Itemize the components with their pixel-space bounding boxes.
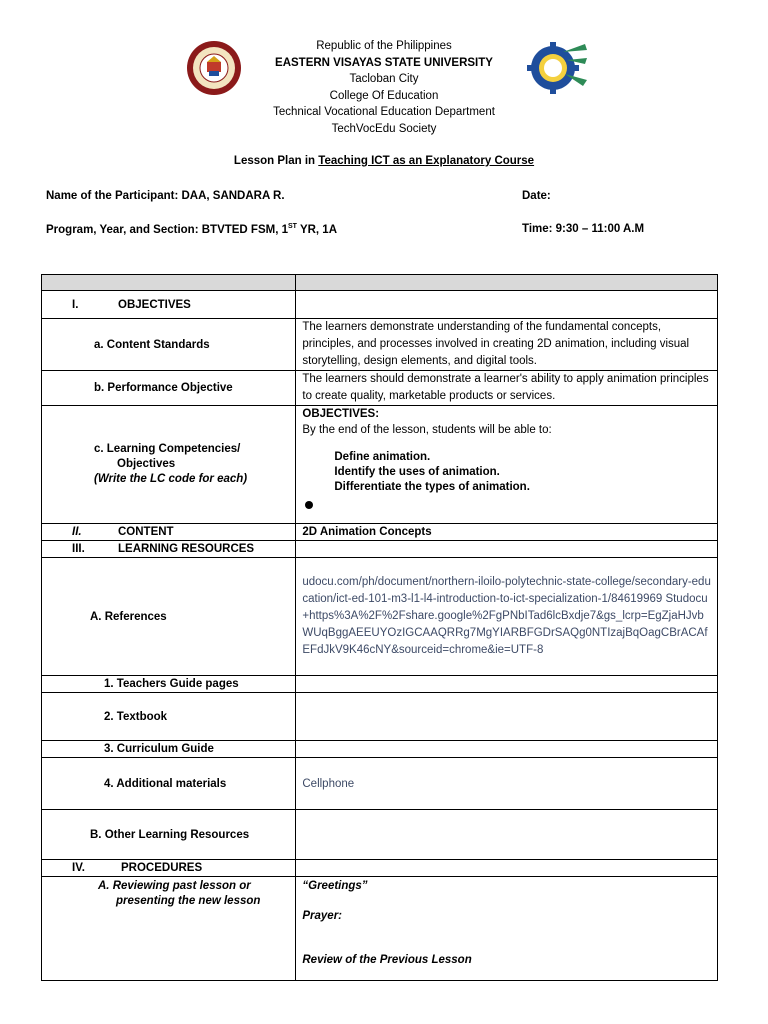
resources-label: LEARNING RESOURCES <box>118 543 255 555</box>
row-objectives <box>42 291 718 319</box>
references-label: A. References <box>42 558 296 676</box>
row-performance <box>42 371 718 406</box>
performance-label: b. Performance Objective <box>42 371 296 406</box>
row-additional <box>42 758 718 810</box>
header-department: Technical Vocational Education Department <box>273 106 495 119</box>
greetings-text: “Greetings” <box>302 880 368 892</box>
title-prefix: Lesson Plan in <box>233 155 319 167</box>
objectives-label: OBJECTIVES <box>118 298 191 311</box>
other-resources-label: B. Other Learning Resources <box>42 810 296 860</box>
performance-text: The learners should demonstrate a learner's ability to apply animation principles to create quality, marketable products or services. <box>296 371 718 406</box>
competencies-note: (Write the LC code for each) <box>94 473 248 485</box>
header-university: EASTERN VISAYAS STATE UNIVERSITY <box>275 56 493 69</box>
lesson-plan-title <box>0 155 768 167</box>
objective-item-3: Differentiate the types of animation. <box>334 481 530 493</box>
row-textbook <box>42 693 718 741</box>
row-curriculum <box>42 741 718 758</box>
competencies-label: c. Learning Competencies/ <box>94 443 241 455</box>
row-teachers-guide <box>42 676 718 693</box>
objectives-list <box>302 450 711 495</box>
content-standards-label: a. Content Standards <box>42 319 296 371</box>
content-standards-text: The learners demonstrate understanding of the fundamental concepts, principles, and processes involved in creating 2D animation, including visual storytelling, design elements, and digital tools. <box>296 319 718 371</box>
lesson-plan-table <box>41 274 718 981</box>
title-course: Teaching ICT as an Explanatory Course <box>318 155 535 167</box>
document-header <box>0 38 768 138</box>
row-content <box>42 524 718 541</box>
participant-name: Name of the Participant: DAA, SANDARA R. <box>46 190 285 202</box>
objectives-num: I. <box>72 298 79 311</box>
procedures-label: PROCEDURES <box>121 862 203 874</box>
row-procedures <box>42 860 718 877</box>
bullet-dot <box>305 501 313 509</box>
header-republic: Republic of the Philippines <box>316 40 452 52</box>
row-content-standards <box>42 319 718 371</box>
teachers-guide-label: 1. Teachers Guide pages <box>42 676 296 693</box>
procedures-num: IV. <box>72 862 86 874</box>
content-num: II. <box>72 526 82 538</box>
table-header-row <box>42 275 718 291</box>
objective-item-1: Define animation. <box>334 451 431 463</box>
program-suffix: YR, 1A <box>296 223 338 236</box>
objectives-intro: By the end of the lesson, students will be able to: <box>302 424 552 436</box>
time-label: Time: 9:30 – 11:00 A.M <box>522 223 645 235</box>
row-references <box>42 558 718 676</box>
additional-value: Cellphone <box>296 758 718 810</box>
objective-item-2: Identify the uses of animation. <box>334 466 500 478</box>
objectives-heading: OBJECTIVES: <box>302 408 380 420</box>
row-other-resources <box>42 810 718 860</box>
content-label: CONTENT <box>118 526 174 538</box>
row-learning-resources <box>42 541 718 558</box>
textbook-label: 2. Textbook <box>42 693 296 741</box>
competencies-label-2: Objectives <box>117 458 176 470</box>
row-review <box>42 877 718 981</box>
curriculum-label: 3. Curriculum Guide <box>42 741 296 758</box>
resources-num: III. <box>72 543 85 555</box>
header-city: Tacloban City <box>349 73 419 86</box>
additional-label: 4. Additional materials <box>42 758 296 810</box>
header-society: TechVocEdu Society <box>331 122 437 135</box>
prayer-text: Prayer: <box>302 910 343 922</box>
row-competencies <box>42 406 718 524</box>
program-sup: ST <box>288 223 297 230</box>
program-prefix: Program, Year, and Section: BTVTED FSM, 1 <box>46 223 288 236</box>
program-info <box>46 223 337 236</box>
review-label-2: presenting the new lesson <box>116 895 261 907</box>
header-college: College Of Education <box>329 89 439 102</box>
review-previous-text: Review of the Previous Lesson <box>302 954 472 966</box>
review-label: A. Reviewing past lesson or <box>98 880 251 892</box>
date-label: Date: <box>522 190 551 202</box>
content-value: 2D Animation Concepts <box>296 524 718 541</box>
references-text: udocu.com/ph/document/northern-iloilo-polytechnic-state-college/secondary-education/ict-ed-101-m3-l1-l4-introduction-to-ict-specialization-1/84619969 Studocu+https%3A%2F%2Fshare.google%2FgPNbITad6lcBxdje7&gs_lcrp=EgZjaHJvbWUqBggAEEUYOzIGCAAQRRg7MgYIARBFGDrSAQg0NTIzajBqOagCBrACAfEFdJkV9K46cNY&sourceid=chrome&ie=UTF-8 <box>296 558 718 676</box>
